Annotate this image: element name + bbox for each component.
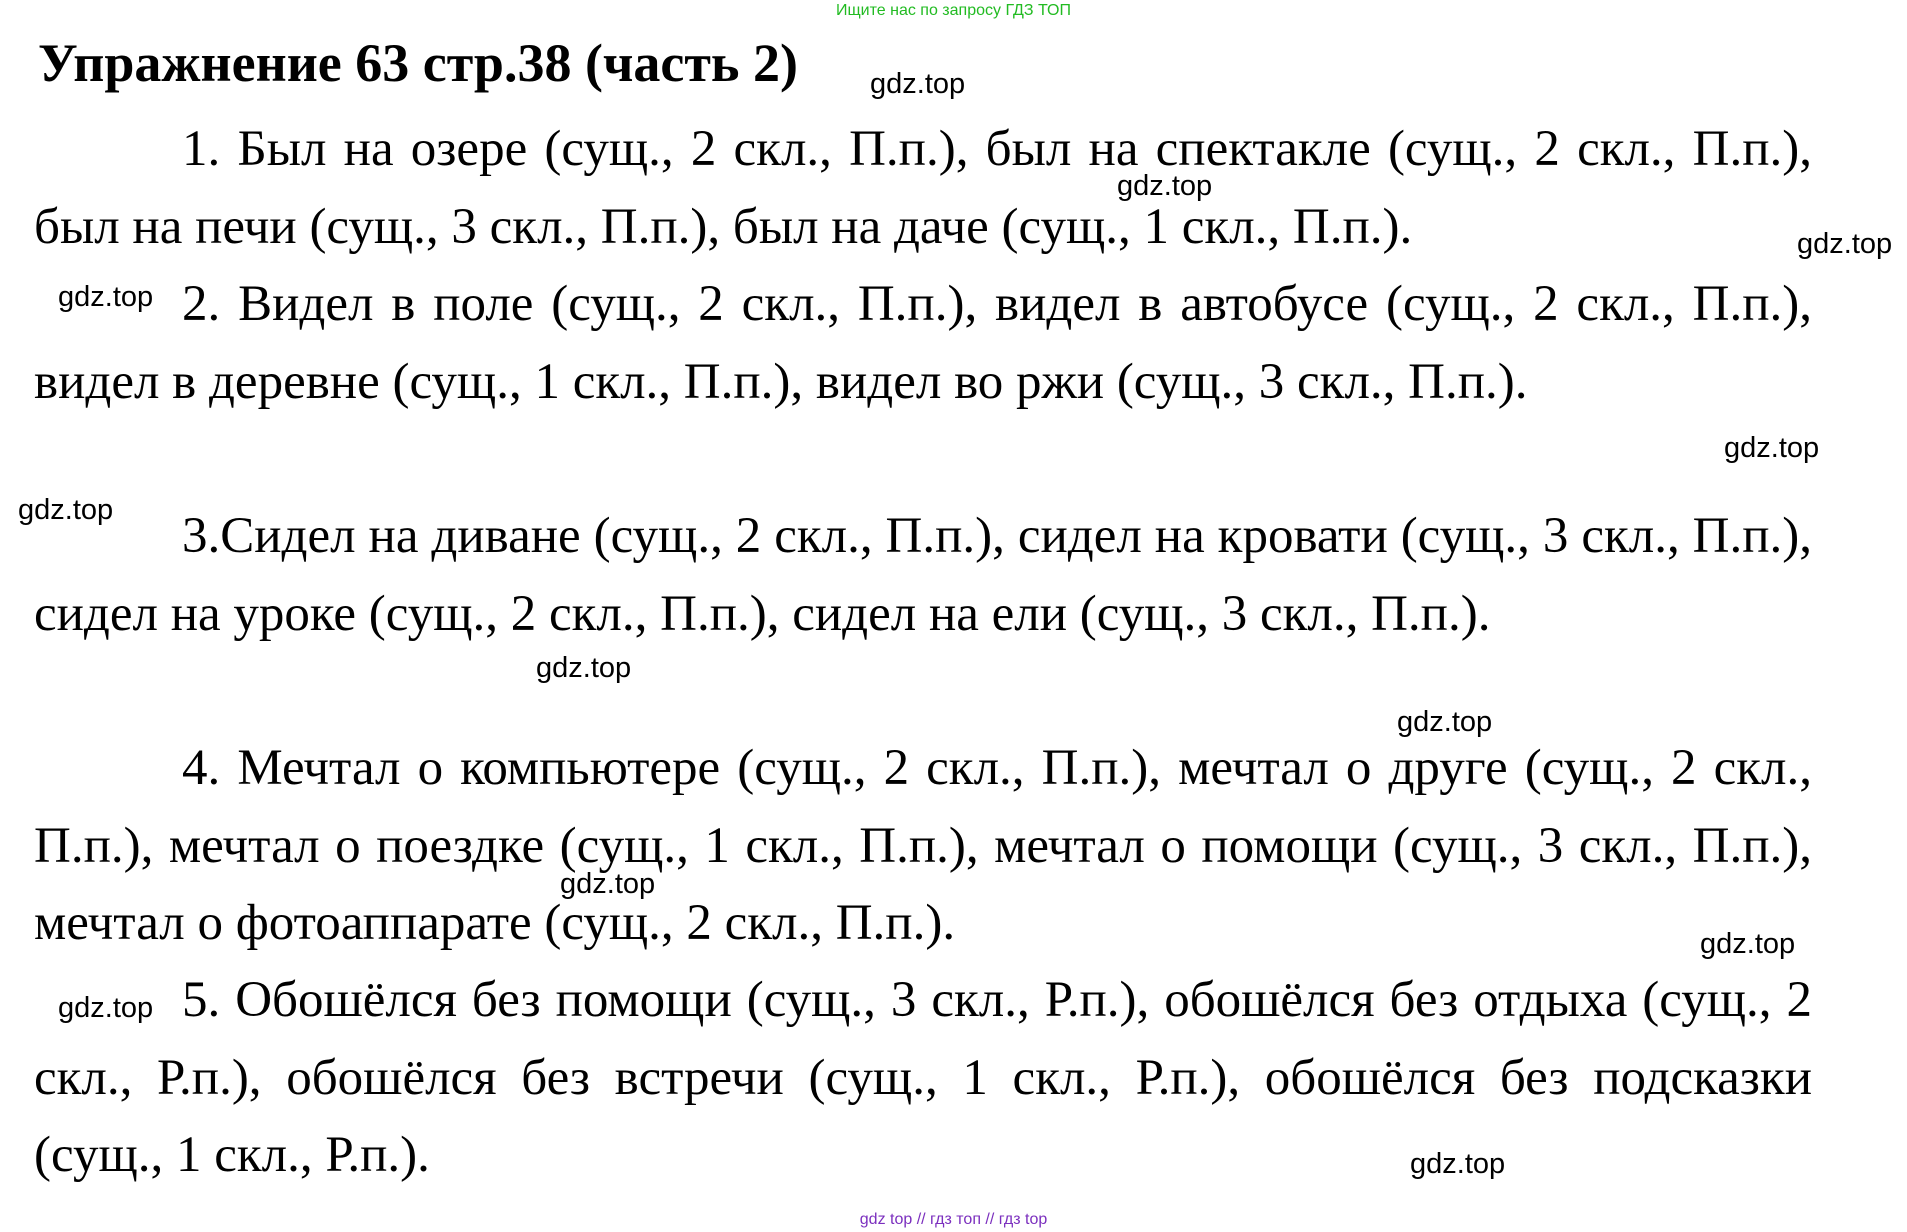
paragraph-2: 2. Видел в поле (сущ., 2 скл., П.п.), видел в автобусе (сущ., 2 скл., П.п.), видел в деревне (сущ., 1 скл., П.п.), видел во ржи (сущ., 3 скл., П.п.). <box>34 276 1812 410</box>
footer-links[interactable]: gdz top // гдз топ // гдз top <box>859 1211 1048 1228</box>
watermark: gdz.top <box>1410 1148 1506 1180</box>
watermark: gdz.top <box>58 992 154 1024</box>
top-banner[interactable]: Ищите нас по запросу ГДЗ ТОП <box>836 2 1071 19</box>
watermark: gdz.top <box>58 281 154 313</box>
watermark: gdz.top <box>1700 928 1796 960</box>
paragraph-4: 4. Мечтал о компьютере (сущ., 2 скл., П.п.), мечтал о друге (сущ., 2 скл., П.п.), мечтал о поездке (сущ., 1 скл., П.п.), мечтал о помощи (сущ., 3 скл., П.п.), мечтал о фотоаппарате (сущ., 2 скл., П.п.). <box>34 740 1812 951</box>
watermark: gdz.top <box>1797 228 1893 260</box>
watermark: gdz.top <box>1397 706 1493 738</box>
watermark: gdz.top <box>18 494 114 526</box>
exercise-title: Упражнение 63 стр.38 (часть 2) <box>38 33 798 93</box>
watermark: gdz.top <box>870 68 966 100</box>
watermark: gdz.top <box>560 868 656 900</box>
paragraph-3: 3.Сидел на диване (сущ., 2 скл., П.п.), сидел на кровати (сущ., 3 скл., П.п.), сидел на уроке (сущ., 2 скл., П.п.), сидел на ели (сущ., 3 скл., П.п.). <box>34 508 1812 642</box>
paragraph-1: 1. Был на озере (сущ., 2 скл., П.п.), был на спектакле (сущ., 2 скл., П.п.), был на печи (сущ., 3 скл., П.п.), был на даче (сущ., 1 скл., П.п.). <box>34 121 1812 255</box>
watermark: gdz.top <box>536 652 632 684</box>
watermark: gdz.top <box>1724 432 1820 464</box>
paragraph-5: 5. Обошёлся без помощи (сущ., 3 скл., Р.п.), обошёлся без отдыха (сущ., 2 скл., Р.п.), обошёлся без встречи (сущ., 1 скл., Р.п.), обошёлся без подсказки (сущ., 1 скл., Р.п.). <box>34 972 1812 1183</box>
watermark: gdz.top <box>1117 170 1213 202</box>
